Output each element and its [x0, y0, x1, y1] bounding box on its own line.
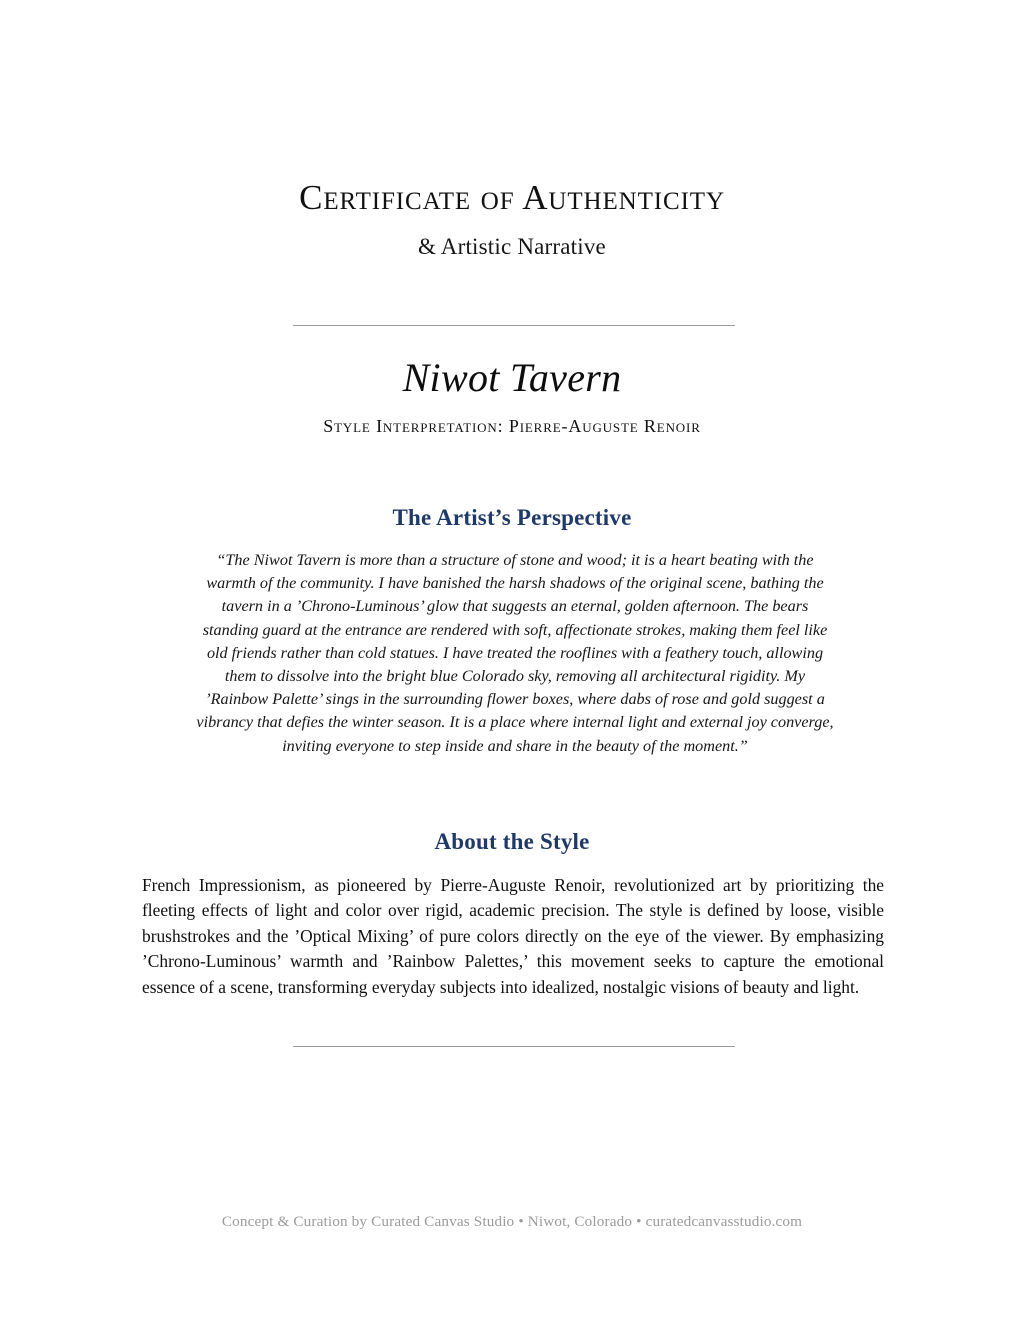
footer-separator-2: •: [636, 1213, 642, 1230]
divider-top: [293, 325, 735, 326]
footer-separator-1: •: [518, 1213, 524, 1230]
masthead: [0, 178, 1024, 260]
page-subtitle: & Artistic Narrative: [418, 234, 606, 260]
divider-bottom: [293, 1046, 735, 1047]
footer-credit: Concept & Curation by Curated Canvas Studio: [221, 1213, 515, 1230]
section-heading-artists-perspective: The Artist’s Perspective: [392, 505, 632, 530]
footer: [0, 1213, 1024, 1231]
artist-quote: “The Niwot Tavern is more than a structure of stone and wood; it is a heart beating with the warmth of the community. I have banished the harsh shadows of the original scene, bathing the tavern in a ’Chrono-Luminous’ glow that suggests an eternal, golden afternoon. The bears standing guard at the entrance are rendered with soft, affectionate strokes, making them feel like old friends rather than cold statues. I have treated the rooflines with a feathery touch, allowing them to dissolve into the bright blue Colorado sky, removing all architectural rigidity. My ’Rainbow Palette’ sings in the surrounding flower boxes, where dabs of rose and gold suggest a vibrancy that defies the winter season. It is a place where internal light and external joy converge, inviting everyone to step inside and share in the beauty of the moment.”: [196, 551, 834, 755]
section-heading-about-the-style: About the Style: [434, 829, 590, 854]
about-style-body: French Impressionism, as pioneered by Pierre-Auguste Renoir, revolutionized art by prioritizing the fleeting effects of light and color over rigid, academic precision. The style is defined by loose, visible brushstrokes and the ’Optical Mixing’ of pure colors directly on the eye of the viewer. By emphasizing ’Chrono-Luminous’ warmth and ’Rainbow Palettes,’ this movement seeks to capture the emotional essence of a scene, transforming everyday subjects into idealized, nostalgic visions of beauty and light.: [142, 875, 884, 997]
footer-location: Niwot, Colorado: [527, 1213, 633, 1230]
page-title: Certificate of Authenticity: [299, 178, 725, 217]
artwork-title: Niwot Tavern: [402, 355, 622, 400]
footer-website: curatedcanvasstudio.com: [645, 1213, 803, 1230]
artwork-style-interpretation: Style Interpretation: Pierre-Auguste Renoir: [323, 416, 701, 436]
artwork-block: [0, 355, 1024, 437]
